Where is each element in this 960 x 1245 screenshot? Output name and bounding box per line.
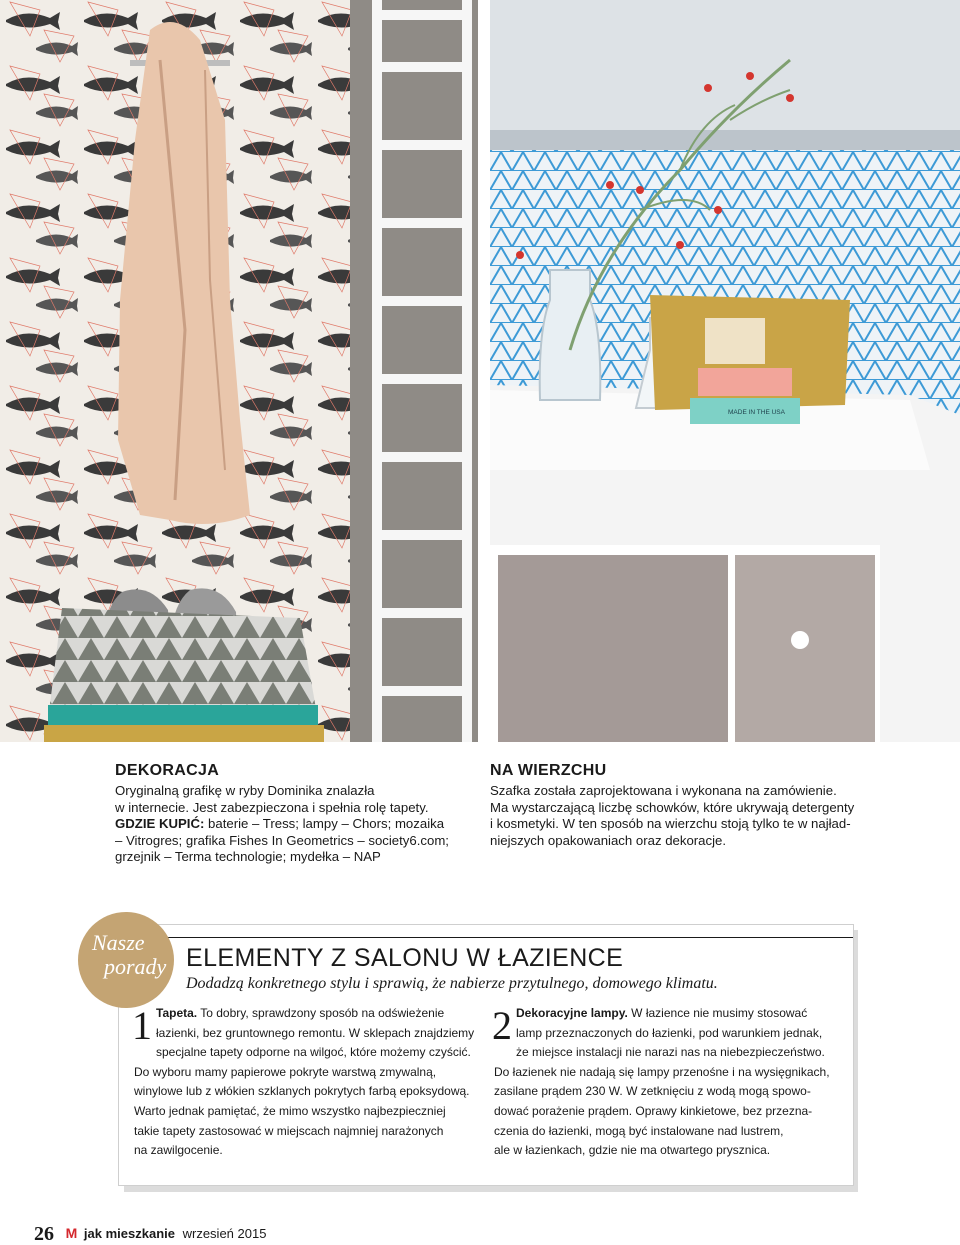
advice-badge xyxy=(78,912,174,1008)
caption-line: Ma wystarczającą liczbę schowków, które ukrywają detergenty xyxy=(490,799,855,815)
vanity-illustration xyxy=(490,0,960,742)
tip-line: łazienki, bez gruntownego remontu. W sklepach znajdziemy xyxy=(156,1025,475,1040)
page-number: 26 xyxy=(34,1223,54,1245)
tip-text: W łazience nie musimy stosować xyxy=(627,1006,808,1020)
tip-line: że miejsce instalacji nie narazi nas na niebezpieczeństwo. xyxy=(516,1045,825,1060)
caption-line: Szafka została zaprojektowana i wykonana na zamówienie. xyxy=(490,783,837,798)
tip-lamps xyxy=(494,1004,839,1161)
caption-on-top xyxy=(490,762,860,849)
tip-line: na zawilgocenie. xyxy=(134,1143,223,1158)
tip-text: To dobry, sprawdzony sposób na odświeżenie xyxy=(197,1006,445,1020)
tip-line: Do wyboru mamy papierowe pokryte warstwą zmywalną, xyxy=(134,1064,437,1079)
issue-date: wrzesień 2015 xyxy=(182,1226,267,1241)
advice-subtitle: Dodadzą konkretnego stylu i sprawią, że nabierze przytulnego, domowego klimatu. xyxy=(186,975,718,992)
tip-line: Do łazienek nie nadają się lampy przenośne i na wysięgnikach, xyxy=(494,1064,830,1079)
page-footer xyxy=(34,1223,266,1245)
caption-line: w internecie. Jest zabezpieczona i spełnia rolę tapety. xyxy=(115,799,429,815)
badge-line: Nasze xyxy=(92,930,145,955)
tip-wallpaper xyxy=(134,1004,479,1161)
tip-line: lamp przeznaczonych do łazienki, pod warunkiem jednak, xyxy=(516,1025,823,1040)
tip-line: czenia do łazienki, mogą być instalowane nad lustrem, xyxy=(494,1123,784,1138)
magazine-logo-m: M xyxy=(65,1225,78,1241)
tip-number: 2 xyxy=(492,1003,512,1048)
caption-heading: DEKORACJA xyxy=(115,762,220,779)
tip-line: Warto jednak pamiętać, że mimo wszystko najbezpieczniej xyxy=(134,1103,446,1118)
caption-line: – Vitrogres; grafika Fishes In Geometrics – society6.com; xyxy=(115,832,449,848)
soap-label: MADE IN THE USA xyxy=(728,409,785,416)
caption-line: niejszych opakowaniach oraz dekoracje. xyxy=(490,832,727,848)
where-to-buy-label: GDZIE KUPIĆ: xyxy=(115,816,205,832)
caption-heading: NA WIERZCHU xyxy=(490,762,607,779)
tip-line: dować porażenie prądem. Oprawy kinkietowe, bez przezna- xyxy=(494,1103,813,1118)
advice-divider xyxy=(119,937,853,938)
caption-line: i kosmetyki. W ten sposób na wierzchu stoją tylko te w najład- xyxy=(490,816,851,832)
tip-line: specjalne tapety odporne na wilgoć, które możemy czyścić. xyxy=(156,1045,471,1060)
advice-title: ELEMENTY Z SALONU W ŁAZIENCE xyxy=(186,944,624,972)
tip-line: ale w łazienkach, gdzie nie ma otwartego prysznica. xyxy=(494,1143,771,1158)
caption-decoration xyxy=(115,762,465,866)
tip-line: takie tapety zastosować w miejscach najmniej narażonych xyxy=(134,1123,444,1138)
tip-line: zasilane prądem 230 W. W zetknięciu z wodą mogą spowo- xyxy=(494,1084,811,1099)
fish-wallpaper-illustration xyxy=(0,0,478,742)
caption-text: baterie – Tress; lampy – Chors; mozaika xyxy=(204,816,445,832)
photo-fish-wallpaper xyxy=(0,0,478,742)
badge-line: porady xyxy=(104,954,167,979)
tip-lead: Tapeta. xyxy=(156,1006,198,1020)
caption-line: Oryginalną grafikę w ryby Dominika znalazła xyxy=(115,783,375,798)
tip-line: winylowe lub z włókien szklanych pokrytych farbą epoksydową. xyxy=(134,1084,470,1099)
caption-line: grzejnik – Terma technologie; mydełka – NAP xyxy=(115,849,381,865)
caption-line xyxy=(115,816,465,833)
photo-vanity xyxy=(490,0,960,742)
magazine-name: jak mieszkanie xyxy=(83,1226,175,1241)
tip-lead: Dekoracyjne lampy. xyxy=(516,1006,628,1020)
tip-number: 1 xyxy=(132,1003,152,1048)
tip-line xyxy=(134,1004,479,1024)
tip-line xyxy=(494,1004,839,1024)
